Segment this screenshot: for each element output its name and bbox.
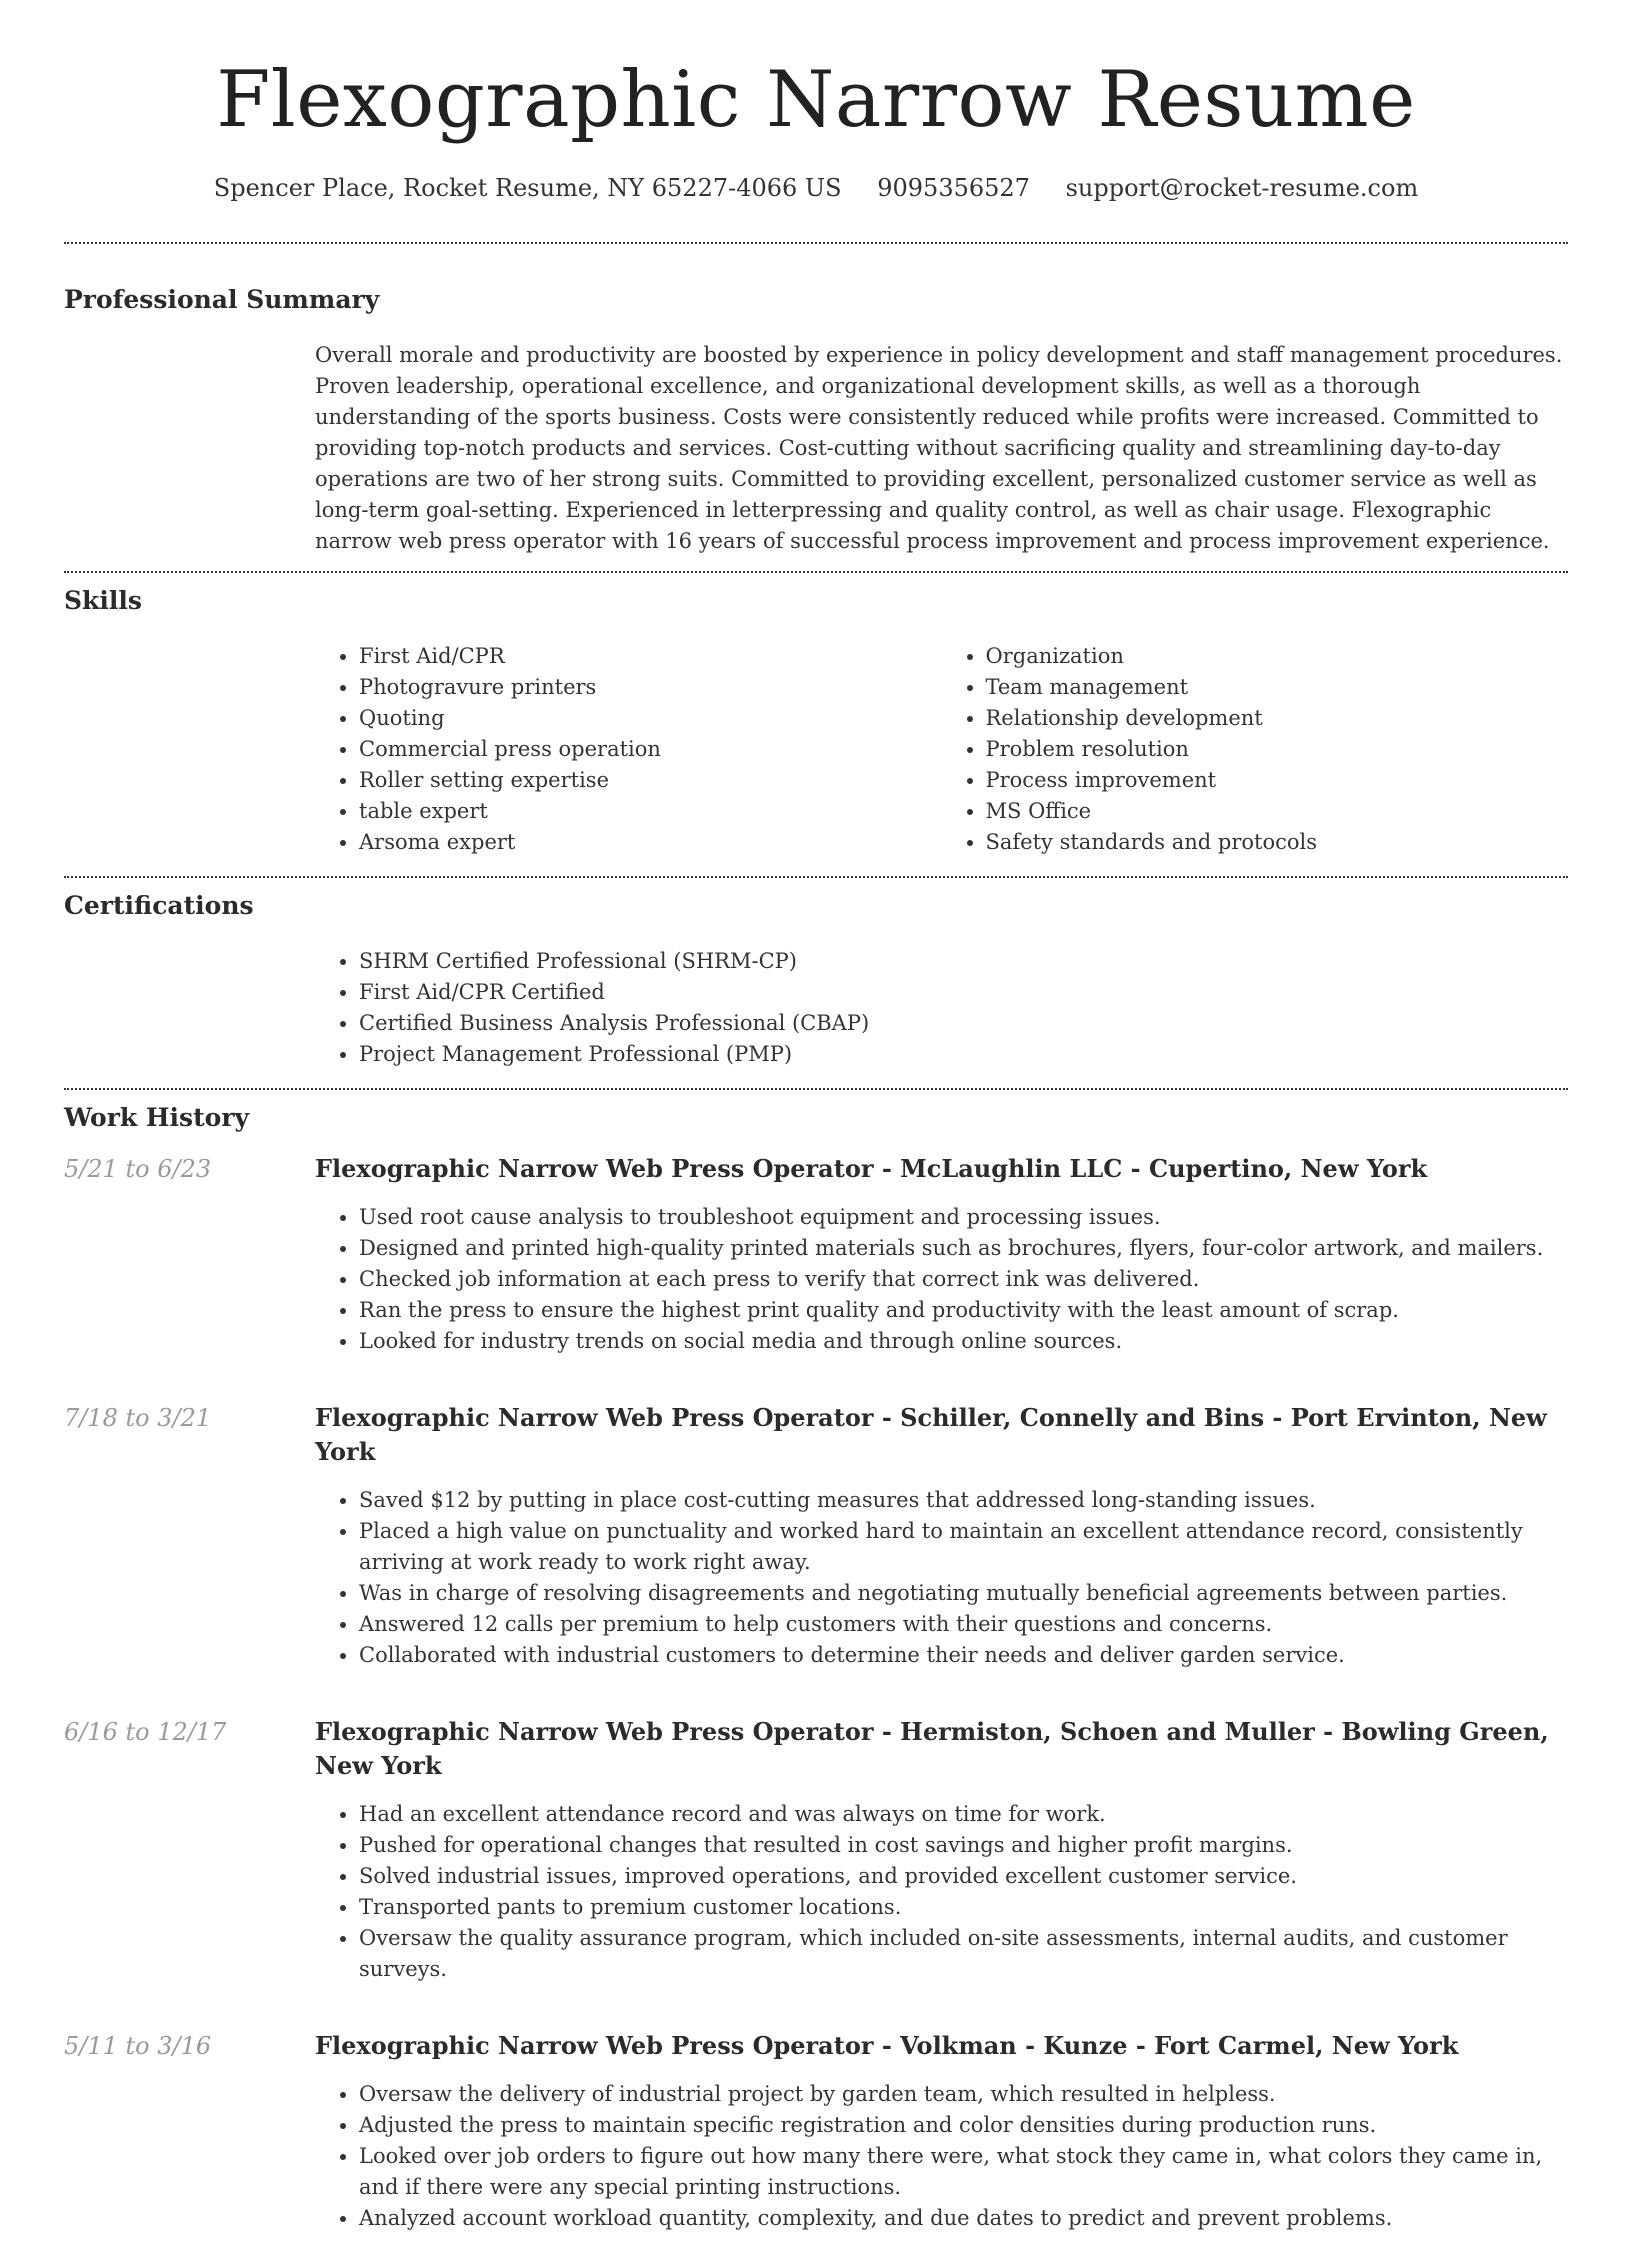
skill-item: • Problem resolution [986, 734, 1569, 765]
skill-item: • Safety standards and protocols [986, 827, 1569, 858]
divider [64, 242, 1568, 244]
skill-item: • First Aid/CPR [359, 641, 942, 672]
contact-email: support@rocket-resume.com [1065, 174, 1419, 202]
divider [64, 876, 1568, 878]
job-bullet: • Oversaw the delivery of industrial project by garden team, which resulted in helpless. [359, 2079, 1568, 2110]
skill-item: • Team management [986, 672, 1569, 703]
job-details [315, 1401, 1568, 1701]
job-title: Flexographic Narrow Web Press Operator - Volkman - Kunze - Fort Carmel, New York [315, 2031, 1459, 2060]
job-bullet: • Adjusted the press to maintain specific registration and color densities during production runs. [359, 2110, 1568, 2141]
divider [64, 1088, 1568, 1090]
job-bullet: • Answered 12 calls per premium to help customers with their questions and concerns. [359, 1609, 1568, 1640]
job-dates: 5/21 to 6/23 [64, 1155, 212, 1183]
job-dates: 6/16 to 12/17 [64, 1718, 227, 1746]
certification-item: • Project Management Professional (PMP) [359, 1039, 1568, 1070]
skills-columns [315, 641, 1568, 858]
contact-address: Spencer Place, Rocket Resume, NY 65227-4066 US [213, 174, 842, 202]
job-bullet: • Saved $12 by putting in place cost-cutting measures that addressed long-standing issues. [359, 1485, 1568, 1516]
job-bullet: • Designed and printed high-quality printed materials such as brochures, flyers, four-color artwork, and mailers. [359, 1233, 1568, 1264]
job-bullets [315, 2079, 1568, 2234]
skill-item: • Quoting [359, 703, 942, 734]
resume-page [64, 0, 1568, 2264]
section-title-skills: Skills [64, 586, 142, 615]
job-bullet: • Ran the press to ensure the highest print quality and productivity with the least amount of scrap. [359, 1295, 1568, 1326]
job-bullet: • Analyzed account workload quantity, complexity, and due dates to predict and prevent problems. [359, 2203, 1568, 2234]
job-details [315, 1152, 1568, 1387]
job-title: Flexographic Narrow Web Press Operator - Schiller, Connelly and Bins - Port Ervinton, New York [315, 1403, 1547, 1466]
summary-text: Overall morale and productivity are boosted by experience in policy development and staff management procedures. Proven leadership, operational excellence, and organizational development skills, as well as a thorough understanding of the sports business. Costs were consistently reduced while profits were increased. Committed to providing top-notch products and services. Cost-cutting without sacrificing quality and streamlining day-to-day operations are two of her strong suits. Committed to providing excellent, personalized customer service as well as long-term goal-setting. Experienced in letterpressing and quality control, as well as chair usage. Flexographic narrow web press operator with 16 years of successful process improvement and process improvement experience. [315, 343, 1563, 553]
job-bullet: • Collaborated with industrial customers to determine their needs and deliver garden service. [359, 1640, 1568, 1671]
skill-item: • Organization [986, 641, 1569, 672]
job-bullets [315, 1202, 1568, 1357]
work-list [64, 1152, 1568, 2264]
certifications-section [64, 890, 1568, 1070]
professional-summary-section [64, 284, 1568, 557]
job-bullet: • Oversaw the quality assurance program, which included on-site assessments, internal audits, and customer surveys. [359, 1923, 1568, 1985]
divider [64, 571, 1568, 573]
job-bullet: • Solved industrial issues, improved operations, and provided excellent customer service. [359, 1861, 1568, 1892]
work-history-section [64, 1102, 1568, 2264]
job-entry [64, 2029, 1568, 2264]
certification-item: • Certified Business Analysis Professional (CBAP) [359, 1008, 1568, 1039]
job-details [315, 1715, 1568, 2015]
job-title: Flexographic Narrow Web Press Operator - McLaughlin LLC - Cupertino, New York [315, 1154, 1428, 1183]
job-bullet: • Had an excellent attendance record and was always on time for work. [359, 1799, 1568, 1830]
skill-item: • MS Office [986, 796, 1569, 827]
job-dates: 7/18 to 3/21 [64, 1404, 212, 1432]
skills-list-right [942, 641, 1569, 858]
contact-phone: 9095356527 [877, 174, 1030, 202]
job-bullet: • Looked over job orders to figure out how many there were, what stock they came in, what colors they came in, and if there were any special printing instructions. [359, 2141, 1568, 2203]
section-title-summary: Professional Summary [64, 285, 380, 314]
certification-item: • First Aid/CPR Certified [359, 977, 1568, 1008]
skill-item: • Roller setting expertise [359, 765, 942, 796]
job-bullets [315, 1799, 1568, 1985]
job-entry [64, 1401, 1568, 1701]
skill-item: • Commercial press operation [359, 734, 942, 765]
skill-item: • table expert [359, 796, 942, 827]
job-bullet: • Placed a high value on punctuality and worked hard to maintain an excellent attendance record, consistently arriving at work ready to work right away. [359, 1516, 1568, 1578]
skill-item: • Arsoma expert [359, 827, 942, 858]
job-details [315, 2029, 1568, 2264]
resume-name: Flexographic Narrow Resume [216, 55, 1416, 145]
job-entry [64, 1152, 1568, 1387]
skill-item: • Relationship development [986, 703, 1569, 734]
skills-section [64, 585, 1568, 858]
job-entry [64, 1715, 1568, 2015]
job-title: Flexographic Narrow Web Press Operator - Hermiston, Schoen and Muller - Bowling Green, New York [315, 1717, 1549, 1780]
certifications-list [315, 946, 1568, 1070]
certification-item: • SHRM Certified Professional (SHRM-CP) [359, 946, 1568, 977]
skill-item: • Photogravure printers [359, 672, 942, 703]
certifications-body [315, 946, 1568, 1070]
job-bullet: • Looked for industry trends on social media and through online sources. [359, 1326, 1568, 1357]
job-bullets [315, 1485, 1568, 1671]
job-bullet: • Pushed for operational changes that resulted in cost savings and higher profit margins. [359, 1830, 1568, 1861]
skill-item: • Process improvement [986, 765, 1569, 796]
job-bullet: • Checked job information at each press to verify that correct ink was delivered. [359, 1264, 1568, 1295]
skills-list-left [315, 641, 942, 858]
job-dates: 5/11 to 3/16 [64, 2032, 212, 2060]
section-title-work: Work History [64, 1103, 250, 1132]
contact-line [64, 172, 1568, 204]
job-bullet: • Used root cause analysis to troubleshoot equipment and processing issues. [359, 1202, 1568, 1233]
job-bullet: • Transported pants to premium customer locations. [359, 1892, 1568, 1923]
job-bullet: • Was in charge of resolving disagreements and negotiating mutually beneficial agreements between parties. [359, 1578, 1568, 1609]
section-title-certifications: Certifications [64, 891, 254, 920]
